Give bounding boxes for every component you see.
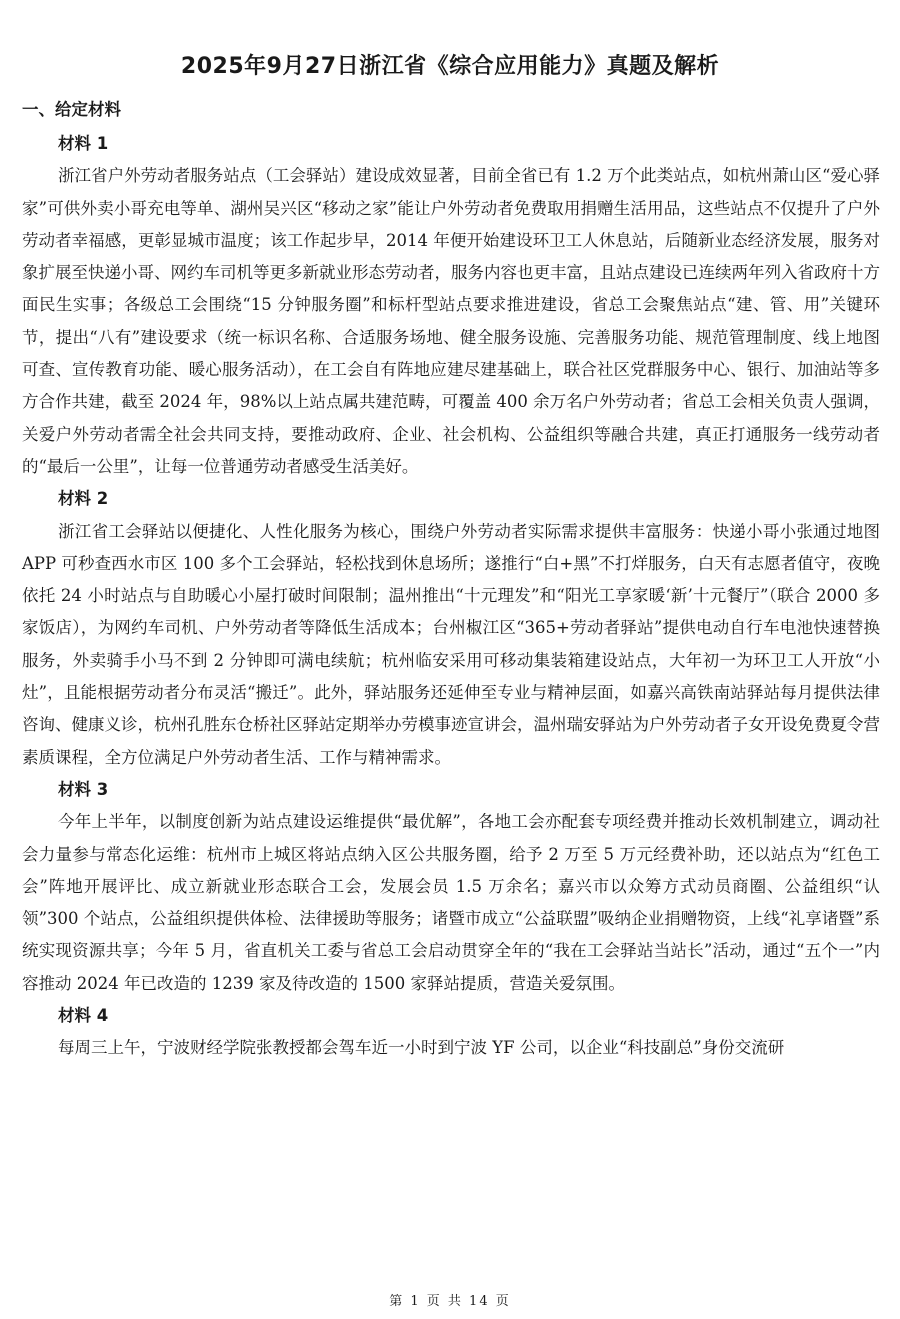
page-footer: 第 1 页 共 14 页 [389,1294,511,1309]
section-heading: 一、给定材料 [22,100,121,119]
page-title: 2025年9月27日浙江省《综合应用能力》真题及解析 [180,54,720,79]
materials-body [22,128,880,1065]
material-3-label: 材料 3 [58,779,109,799]
material-1-label: 材料 1 [58,134,109,153]
material-4-label: 材料 4 [58,1006,109,1026]
material-1-paragraph: 浙江省户外劳动者服务站点（工会驿站）建设成效显著，目前全省已有 1.2 万个此类站点，如杭州萧山区“爱心驿家”可供外卖小哥充电等单、湖州吴兴区“移动之家”能让户外劳动者免费取用捐赠生活用品，这些站点不仅提升了户外劳动者幸福感，更彰显城市温度；该工作起步早，2014 年便开始建设环卫工人休息站，后随新业态经济发展，服务对象扩展至快递小哥、网约车司机等更多新就业形态劳动者，服务内容也更丰富，且站点建设已连续两年列入省政府十方面民生实事；各级总工会围绕“15 分钟服务圈”和标杆型站点要求推进建设，省总工会聚焦站点“建、管、用”关键环节，提出“八有”建设要求（统一标识名称、合适服务场地、健全服务设施、完善服务功能、规范管理制度、线上地图可查、宣传教育功能、暖心服务活动），在工会自有阵地应建尽建基础上，联合社区党群服务中心、银行、加油站等多方合作共建，截至 2024 年，98%以上站点属共建范畴，可覆盖 400 余万名户外劳动者；省总工会相关负责人强调，关爱户外劳动者需全社会共同支持，要推动政府、企业、社会机构、公益组织等融合共建，真正打通服务一线劳动者的“最后一公里”，让每一位普通劳动者感受生活美好。 [22,166,880,476]
material-2-label: 材料 2 [58,489,109,509]
material-3-paragraph: 今年上半年，以制度创新为站点建设运维提供“最优解”，各地工会亦配套专项经费并推动长效机制建立，调动社会力量参与常态化运维：杭州市上城区将站点纳入区公共服务圈，给予 2 万至 5 万元经费补助，还以站点为“红色工会”阵地开展评比、成立新就业形态联合工会，发展会员 1.5 万余名；嘉兴市以众筹方式动员商圈、公益组织“认领”300 个站点，公益组织提供体检、法律援助等服务；诸暨市成立“公益联盟”吸纳企业捐赠物资，上线“礼享诸暨”系统实现资源共享；今年 5 月，省直机关工委与省总工会启动贯穿全年的“我在工会驿站当站长”活动，通过“五个一”内容推动 2024 年已改造的 1239 家及待改造的 1500 家驿站提质，营造关爱氛围。 [22,812,880,993]
material-4-paragraph: 每周三上午，宁波财经学院张教授都会驾车近一小时到宁波 YF 公司，以企业“科技副总”身份交流研 [58,1038,785,1058]
material-2-paragraph: 浙江省工会驿站以便捷化、人性化服务为核心，围绕户外劳动者实际需求提供丰富服务：快递小哥小张通过地图 APP 可秒查西水市区 100 多个工会驿站，轻松找到休息场所；遂推行“白+黑”不打烊服务，白天有志愿者值守，夜晚依托 24 小时站点与自助暖心小屋打破时间限制；温州推出“十元理发”和“阳光工享家暖‘新’十元餐厅”（联合 2000 多家饭店），为网约车司机、户外劳动者等降低生活成本；台州椒江区“365+劳动者驿站”提供电动自行车电池快速替换服务，外卖骑手小马不到 2 分钟即可满电续航；杭州临安采用可移动集装箱建设站点，大年初一为环卫工人开放“小灶”，且能根据劳动者分布灵活“搬迁”。此外，驿站服务还延伸至专业与精神层面，如嘉兴高铁南站驿站每月提供法律咨询、健康义诊，杭州孔胜东仓桥社区驿站定期举办劳模事迹宣讲会，温州瑞安驿站为户外劳动者子女开设免费夏令营素质课程，全方位满足户外劳动者生活、工作与精神需求。 [22,521,880,767]
